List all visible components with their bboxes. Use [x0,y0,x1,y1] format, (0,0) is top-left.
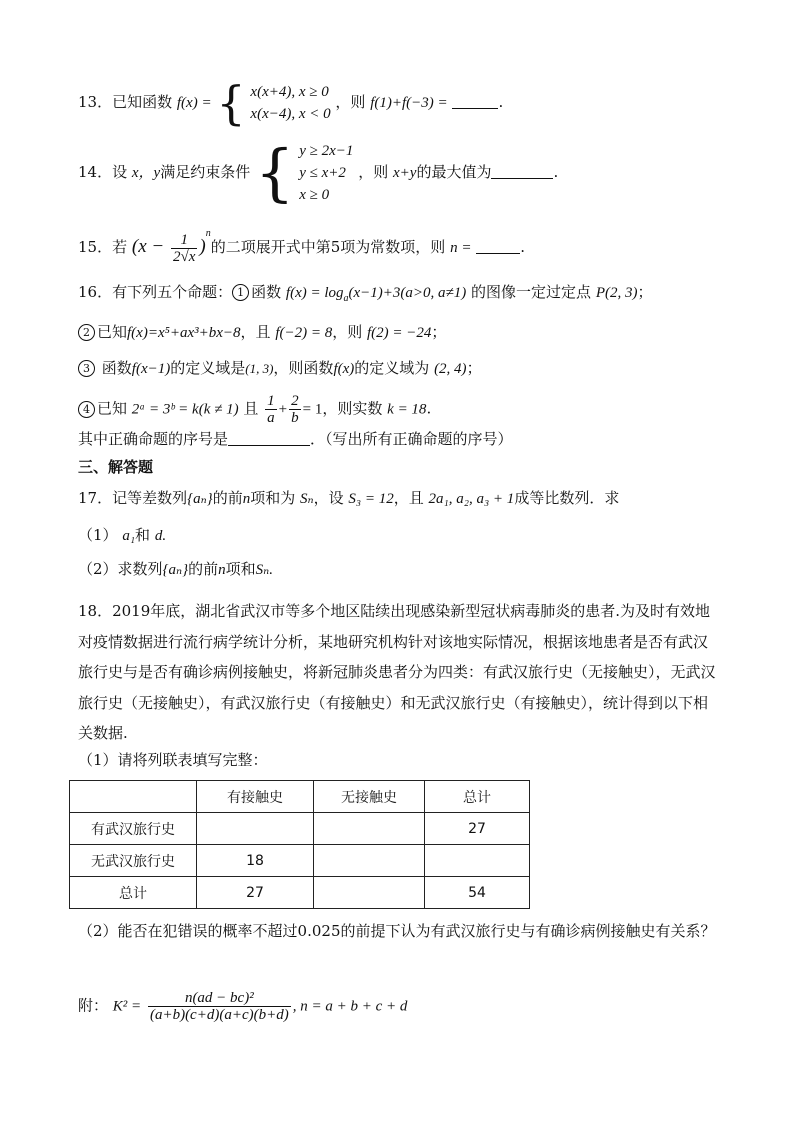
item-text: ，则函数 [273,359,334,377]
table-cell: 总计 [70,877,197,909]
circled-number-4: 4 [78,401,95,418]
question-16 [78,282,653,309]
question-text: 成等比数列．求 [514,489,620,507]
numerator: 2 [291,393,299,409]
table-row [70,845,530,877]
punctuation: ； [637,283,653,301]
part-label: （1） [78,526,118,544]
question-16-item-3 [78,358,482,379]
condition: f(−2) = 8 [275,325,333,341]
constraints [299,140,353,206]
item-text: ，则实数 [322,399,383,418]
part-text: 的前 [188,560,219,578]
table-cell: 有武汉旅行史 [70,813,197,845]
function: f(x−1) [131,361,171,377]
numerator: n(ad − bc)² [148,990,291,1007]
item-text: ，则 [332,323,363,341]
question-13 [78,76,504,130]
item-text: ．（写出所有正确命题的序号） [310,430,513,448]
log-argument: (x−1)+3(a>0, a≠1) [348,285,467,301]
first-term: a₁ [122,528,136,544]
table-cell: 27 [425,813,530,845]
question-text: 的前 [212,489,243,507]
numerator: 1 [171,232,197,249]
partial-sum: Sₙ. [255,562,273,578]
table-cell: 27 [197,877,314,909]
expression-open: (x − [131,236,165,257]
item-text: 已知 [97,399,128,418]
item-text: 的图像一定过定点 [471,283,592,301]
log-base: a [343,293,349,304]
question-17-part-1 [78,525,166,546]
question-text: 满足约束条件 [160,163,251,181]
table-cell[interactable] [197,813,314,845]
left-brace: { [216,76,246,130]
result: k = 18 [387,401,427,418]
question-16-item-4 [78,393,431,426]
period: . [553,163,559,181]
item-text: 的定义域是 [170,359,246,377]
question-text: 记等差数列 [112,489,188,507]
table-cell: 54 [425,877,530,909]
table-cell[interactable] [314,877,425,909]
question-number: 13． [78,93,113,111]
expression: x+y [393,165,417,181]
question-text: 设 [112,163,128,181]
variable-n: n [218,562,226,578]
variables: x，y [131,165,161,181]
period: . [498,93,504,111]
question-text: ，则 [358,163,389,181]
table-header-cell: 总计 [425,781,530,813]
constraint-2: y ≤ x+2 [299,165,346,181]
expression-close: ) [199,236,206,257]
appendix-formula [78,990,407,1023]
log-function: f(x) = log [285,285,344,301]
question-text: ，设 [313,489,344,507]
question-text: 项和为 [250,489,296,507]
period: . [520,238,525,256]
sequence: {aₙ} [187,491,213,507]
answer-blank[interactable] [491,164,553,179]
item-text: 函数 [251,283,282,301]
question-16-item-2 [78,322,446,343]
denominator: a [267,410,275,426]
table-row [70,877,530,909]
denominator: b [291,410,299,426]
result: f(2) = −24 [367,325,432,341]
punctuation: . [426,399,432,418]
item-text: 的定义域为 [354,359,430,377]
table-cell[interactable] [314,813,425,845]
circled-number-2: 2 [78,324,95,341]
question-text: 的最大值为 [416,163,492,181]
polynomial: f(x)=x⁵+ax³+bx−8 [127,325,241,341]
item-text: ，且 [240,323,271,341]
item-text: 其中正确命题的序号是 [78,430,229,448]
function-name: f(x) = [176,95,212,111]
constraint-3: x ≥ 0 [299,187,330,203]
table-cell[interactable] [425,845,530,877]
denominator: (a+b)(c+d)(a+c)(b+d) [149,1007,289,1023]
constraint-1: y ≥ 2x−1 [299,143,354,159]
question-16-closing [78,429,513,449]
fraction [289,393,301,426]
sequence: {aₙ} [162,562,189,578]
question-text: 有下列五个命题： [112,283,233,301]
question-number: 16． [78,283,113,301]
fraction [265,393,277,426]
case-2: x(x−4), x < 0 [250,106,331,122]
common-difference: d. [154,528,167,544]
domain: (1, 3) [245,361,274,376]
answer-blank[interactable] [452,94,498,109]
partial-sum: Sₙ [300,491,314,507]
plus-sign: + [278,401,288,418]
table-row [70,813,530,845]
question-number: 15． [78,238,113,256]
table-cell[interactable] [314,845,425,877]
n-definition: , n = a + b + c + d [292,998,408,1015]
part-text: 和 [135,526,151,544]
left-brace: { [255,136,295,209]
punctuation: ； [431,323,447,341]
question-17-part-2 [78,559,273,580]
question-number: 14． [78,163,113,181]
question-text: 若 [112,238,128,256]
question-number: 17． [78,489,113,507]
fixed-point: P(2, 3) [595,285,638,301]
table-header-cell: 无接触史 [314,781,425,813]
question-text: ，且 [393,489,424,507]
item-text: 已知 [97,323,128,341]
expression: f(1)+f(−3) = [370,95,448,111]
table-header-cell [70,781,197,813]
circled-number-3: 3 [78,360,95,377]
question-18-paragraph: 18．2019年底，湖北省武汉市等多个地区陆续出现感染新型冠状病毒肺炎的患者.为及时有效地对疫情数据进行流行病学统计分析，某地研究机构针对该地实际情况，根据该地患者是否有武汉旅行史与是否有确诊病例接触史，将新冠肺炎患者分为四类：有武汉旅行史（无接触史），无武汉旅行史（无接触史），有武汉旅行史（有接触史）和无武汉旅行史（有接触史），统计得到以下相关数据. [78,602,716,742]
question-15 [78,224,525,265]
numerator: 1 [267,393,275,409]
answer-blank[interactable] [476,239,520,254]
question-text: 已知函数 [112,93,173,111]
table-header-cell: 有接触史 [197,781,314,813]
punctuation: ； [466,359,482,377]
statistic-symbol: K² = [112,998,142,1015]
fraction [171,232,197,265]
piecewise-cases [250,81,330,125]
section-heading: 三、解答题 [78,458,154,476]
contingency-table [69,780,530,909]
domain: (2, 4) [434,361,467,377]
denominator: 2√x [173,248,196,265]
case-1: x(x+4), x ≥ 0 [250,84,329,100]
condition: S₃ = 12 [348,491,394,507]
question-17 [78,488,619,509]
question-text: 的二项展开式中第5项为常数项，则 [210,238,446,256]
variable-n: n [242,491,251,507]
k2-fraction [148,990,291,1023]
appendix-label: 附： [78,996,109,1015]
exponent: n [205,228,211,239]
equation: 2ᵃ = 3ᵇ = k(k ≠ 1) [131,401,239,418]
part-label: （2）求数列 [78,560,163,578]
question-18-part-1: （1）请将列联表填写完整： [78,751,268,769]
circled-number-1: 1 [232,284,249,301]
equals: = 1 [302,401,323,418]
question-text: ，则 [335,93,366,111]
expression: n = [450,240,472,256]
function: f(x) [333,361,355,377]
table-header-row [70,781,530,813]
question-14 [78,136,559,209]
answer-blank[interactable] [228,431,310,446]
item-text: 函数 [101,359,132,377]
table-cell: 无武汉旅行史 [70,845,197,877]
part-text: 项和 [225,560,256,578]
item-text: 且 [243,399,259,418]
geometric-terms: 2a₁, a₂, a₃ + 1 [428,491,515,507]
table-cell: 18 [197,845,314,877]
question-18-part-2: （2）能否在犯错误的概率不超过0.025的前提下认为有武汉旅行史与有确诊病例接触史有关系？ [78,922,716,940]
